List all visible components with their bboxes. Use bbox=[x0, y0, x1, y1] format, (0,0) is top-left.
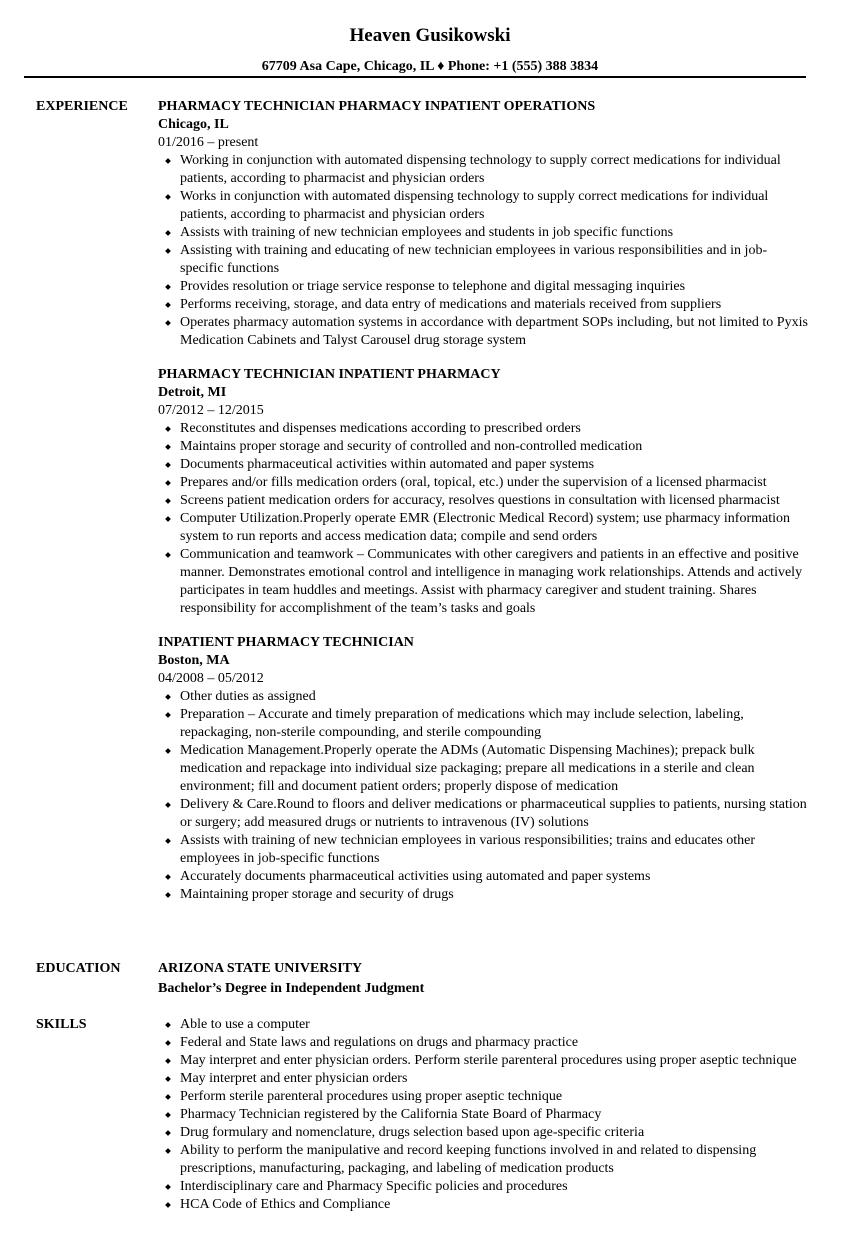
list-item: Performs receiving, storage, and data entry of medications and materials received from suppliers bbox=[158, 296, 808, 314]
list-item: Works in conjunction with automated dispensing technology to supply correct medications for individual patients, according to pharmacist and physician orders bbox=[158, 188, 808, 224]
bullet-icon bbox=[165, 248, 171, 254]
phone: Phone: +1 (555) 388 3834 bbox=[447, 59, 599, 74]
bullet-icon bbox=[165, 1202, 171, 1208]
list-item: Pharmacy Technician registered by the California State Board of Pharmacy bbox=[158, 1106, 808, 1124]
list-item: Working in conjunction with automated dispensing technology to supply correct medications for individual patients, according to pharmacist and physician orders bbox=[158, 152, 808, 188]
bullet-icon bbox=[165, 426, 171, 432]
list-item: Assisting with training and educating of new technician employees in various responsibilities and in job-specific functions bbox=[158, 242, 808, 278]
header-divider bbox=[24, 76, 806, 78]
job-entry bbox=[158, 366, 808, 618]
list-item: May interpret and enter physician orders bbox=[158, 1070, 808, 1088]
bullet-icon bbox=[165, 1184, 171, 1190]
bullet-icon bbox=[165, 230, 171, 236]
bullet-icon bbox=[165, 1148, 171, 1154]
list-item: Federal and State laws and regulations on drugs and pharmacy practice bbox=[158, 1034, 808, 1052]
bullet-icon bbox=[165, 1058, 171, 1064]
bullet-icon bbox=[165, 1094, 171, 1100]
degree: Bachelor’s Degree in Independent Judgment bbox=[158, 981, 425, 996]
job-entry bbox=[158, 634, 808, 904]
bullet-icon bbox=[165, 1022, 171, 1028]
job-title: INPATIENT PHARMACY TECHNICIAN bbox=[158, 635, 414, 650]
list-item: Perform sterile parenteral procedures using proper aseptic technique bbox=[158, 1088, 808, 1106]
job-location: Chicago, IL bbox=[158, 117, 229, 132]
bullet-icon bbox=[165, 194, 171, 200]
list-item: Maintaining proper storage and security of drugs bbox=[158, 886, 808, 904]
bullet-icon bbox=[165, 712, 171, 718]
list-item: Reconstitutes and dispenses medications according to prescribed orders bbox=[158, 420, 808, 438]
bullet-icon bbox=[165, 462, 171, 468]
job-dates: 04/2008 – 05/2012 bbox=[158, 671, 264, 686]
section-label-education: EDUCATION bbox=[36, 961, 121, 976]
bullet-icon bbox=[165, 1112, 171, 1118]
bullet-icon bbox=[165, 552, 171, 558]
job-dates: 01/2016 – present bbox=[158, 135, 259, 150]
list-item: Assists with training of new technician employees and students in job specific functions bbox=[158, 224, 808, 242]
list-item: Able to use a computer bbox=[158, 1016, 808, 1034]
bullet-icon bbox=[165, 480, 171, 486]
experience-content bbox=[158, 98, 808, 904]
skills-content bbox=[158, 1016, 808, 1214]
job-location: Detroit, MI bbox=[158, 385, 227, 400]
job-bullets bbox=[158, 688, 808, 904]
bullet-icon bbox=[165, 320, 171, 326]
bullet-icon bbox=[165, 748, 171, 754]
list-item: Drug formulary and nomenclature, drugs selection based upon age-specific criteria bbox=[158, 1124, 808, 1142]
bullet-icon bbox=[165, 516, 171, 522]
resume-header bbox=[0, 0, 860, 76]
bullet-icon bbox=[165, 838, 171, 844]
list-item: Maintains proper storage and security of controlled and non-controlled medication bbox=[158, 438, 808, 456]
list-item: Screens patient medication orders for accuracy, resolves questions in consultation with licensed pharmacist bbox=[158, 492, 808, 510]
list-item: Medication Management.Properly operate the ADMs (Automatic Dispensing Machines); prepack bulk medication and repackage into individual size packaging; prepare all medications in a sterile and clean environment; fill and document patient orders; properly dispose of medication bbox=[158, 742, 808, 796]
bullet-icon bbox=[165, 444, 171, 450]
bullet-icon bbox=[165, 302, 171, 308]
list-item: Prepares and/or fills medication orders (oral, topical, etc.) under the supervision of a licensed pharmacist bbox=[158, 474, 808, 492]
job-entry bbox=[158, 98, 808, 350]
bullet-icon bbox=[165, 1130, 171, 1136]
list-item: HCA Code of Ethics and Compliance bbox=[158, 1196, 808, 1214]
job-dates: 07/2012 – 12/2015 bbox=[158, 403, 264, 418]
list-item: Provides resolution or triage service response to telephone and digital messaging inquiries bbox=[158, 278, 808, 296]
bullet-icon bbox=[165, 284, 171, 290]
job-title: PHARMACY TECHNICIAN INPATIENT PHARMACY bbox=[158, 367, 501, 382]
contact-line bbox=[0, 58, 860, 76]
bullet-icon bbox=[165, 498, 171, 504]
bullet-icon bbox=[165, 1076, 171, 1082]
list-item: Documents pharmaceutical activities within automated and paper systems bbox=[158, 456, 808, 474]
bullet-icon bbox=[165, 694, 171, 700]
skills-list bbox=[158, 1016, 808, 1214]
address: 67709 Asa Cape, Chicago, IL bbox=[261, 59, 434, 74]
section-label-skills: SKILLS bbox=[36, 1017, 87, 1032]
job-location: Boston, MA bbox=[158, 653, 230, 668]
list-item: Communication and teamwork – Communicates with other caregivers and patients in an effective and positive manner. Demonstrates emotional control and intelligence in managing work relationships. Attends and actively participates in team huddles and meetings. Assist with pharmacy caregiver and student training. Shares responsibility for accomplishment of the team’s tasks and goals bbox=[158, 546, 808, 618]
list-item: May interpret and enter physician orders. Perform sterile parenteral procedures using proper aseptic technique bbox=[158, 1052, 808, 1070]
list-item: Interdisciplinary care and Pharmacy Specific policies and procedures bbox=[158, 1178, 808, 1196]
list-item: Preparation – Accurate and timely preparation of medications which may include selection, labeling, repackaging, non-sterile compounding, and sterile compounding bbox=[158, 706, 808, 742]
bullet-icon bbox=[165, 892, 171, 898]
education-content bbox=[158, 960, 808, 998]
list-item: Computer Utilization.Properly operate EMR (Electronic Medical Record) system; use pharmacy information system to run reports and access medication data; compile and send orders bbox=[158, 510, 808, 546]
candidate-name: Heaven Gusikowski bbox=[349, 25, 511, 46]
list-item: Ability to perform the manipulative and record keeping functions involved in and related to dispensing prescriptions, manufacturing, packaging, and labeling of medication products bbox=[158, 1142, 808, 1178]
bullet-icon bbox=[165, 802, 171, 808]
list-item: Accurately documents pharmaceutical activities using automated and paper systems bbox=[158, 868, 808, 886]
diamond-separator-icon: ♦ bbox=[437, 59, 445, 74]
school-name: ARIZONA STATE UNIVERSITY bbox=[158, 961, 363, 976]
list-item: Operates pharmacy automation systems in accordance with department SOPs including, but not limited to Pyxis Medication Cabinets and Talyst Carousel drug storage system bbox=[158, 314, 808, 350]
list-item: Assists with training of new technician employees in various responsibilities; trains and educates other employees in job-specific functions bbox=[158, 832, 808, 868]
list-item: Other duties as assigned bbox=[158, 688, 808, 706]
job-title: PHARMACY TECHNICIAN PHARMACY INPATIENT OPERATIONS bbox=[158, 99, 596, 114]
job-bullets bbox=[158, 152, 808, 350]
bullet-icon bbox=[165, 1040, 171, 1046]
bullet-icon bbox=[165, 874, 171, 880]
job-bullets bbox=[158, 420, 808, 618]
list-item: Delivery & Care.Round to floors and deliver medications or pharmaceutical supplies to patients, nursing station or surgery; add measured drugs or nutrients to intravenous (IV) solutions bbox=[158, 796, 808, 832]
bullet-icon bbox=[165, 158, 171, 164]
section-label-experience: EXPERIENCE bbox=[36, 99, 128, 114]
